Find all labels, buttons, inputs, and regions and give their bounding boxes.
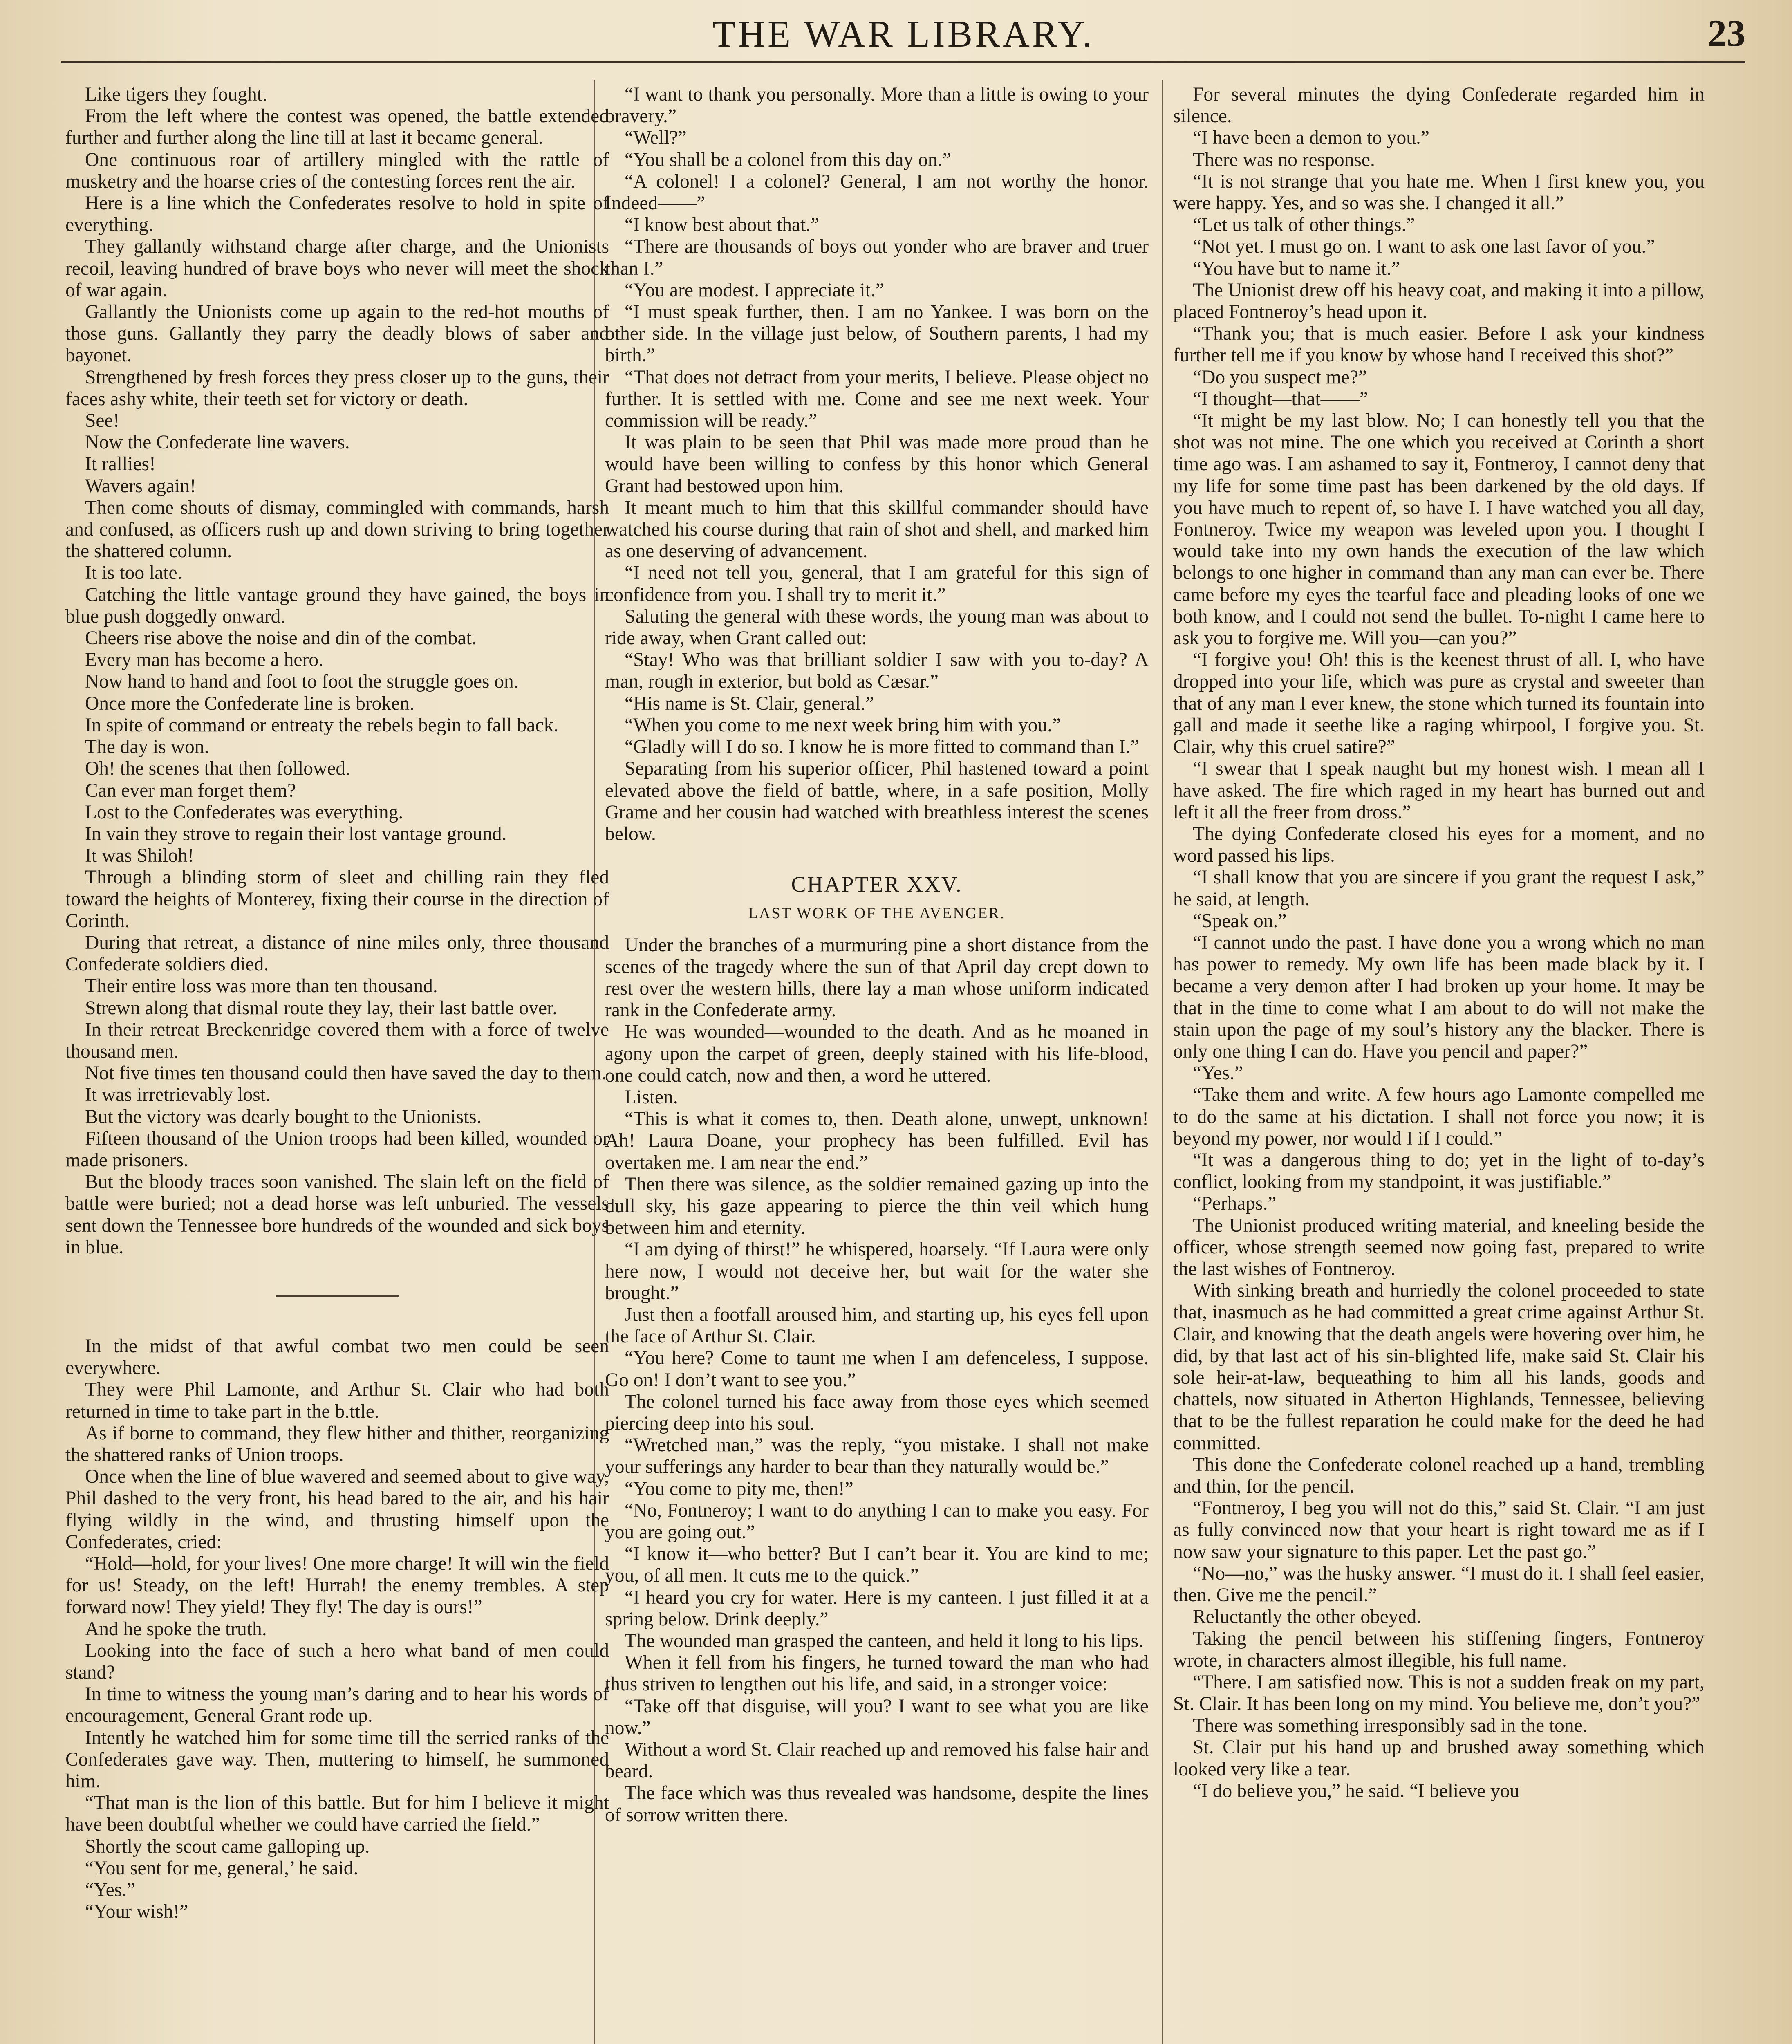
paragraph: Like tigers they fought. — [85, 84, 267, 105]
paragraph: Strewn along that dismal route they lay, their last battle over. — [85, 997, 558, 1019]
paragraph: “There. I am satisfied now. This is not a sudden freak on my part, St. Clair. It has been long on my mind. You believe me, don’t you?” — [1173, 1671, 1705, 1715]
paragraph: Gallantly the Unionists come up again to the red-hot mouths of those guns. Gallantly they parry the deadly blows of saber and bayonet. — [65, 301, 609, 366]
paragraph: “You have but to name it.” — [1193, 258, 1400, 279]
paragraph: It rallies! — [85, 453, 156, 475]
paragraph: Wavers again! — [85, 475, 196, 497]
paragraph: “I want to thank you personally. More than a little is owing to your bravery.” — [605, 84, 1149, 127]
column-3 — [1173, 84, 1705, 1802]
paragraph: Can ever man forget them? — [85, 780, 296, 801]
paragraph: “You sent for me, general,’ he said. — [85, 1857, 358, 1879]
column-1 — [65, 84, 609, 1923]
paragraph: There was something irresponsibly sad in the tone. — [1193, 1715, 1588, 1737]
paragraph: The face which was thus revealed was handsome, despite the lines of sorrow written there. — [605, 1782, 1149, 1826]
paragraph: Taking the pencil between his stiffening fingers, Fontneroy wrote, in characters almost illegible, his full name. — [1173, 1628, 1705, 1671]
paragraph: “You are modest. I appreciate it.” — [625, 279, 884, 301]
paragraph: They gallantly withstand charge after charge, and the Unionists recoil, leaving hundred of brave boys who never will meet the shock of war again. — [65, 236, 609, 301]
paragraph: When it fell from his fingers, he turned toward the man who had thus striven to lengthen out his life, and said, in a stronger voice: — [605, 1652, 1149, 1695]
paragraph: “I shall know that you are sincere if you grant the request I ask,” he said, at length. — [1173, 867, 1705, 910]
paragraph: “Yes.” — [85, 1879, 136, 1901]
paragraph: “I forgive you! Oh! this is the keenest thrust of all. I, who have dropped into your life, which was pure as crystal and sweeter than that of any man I ever knew, the stone which turned its fountain into gall and made it seethe like a raging whirpool, I forgive you. St. Clair, why this cruel satire?” — [1173, 649, 1705, 758]
paragraph: Now hand to hand and foot to foot the struggle goes on. — [85, 671, 519, 693]
paragraph: It was Shiloh! — [85, 845, 194, 867]
paragraph: It is too late. — [85, 562, 182, 584]
paragraph: There was no response. — [1193, 149, 1375, 170]
column-1-body — [65, 84, 609, 1258]
paragraph: “Take off that disguise, will you? I want to see what you are like now.” — [605, 1695, 1149, 1739]
paragraph: “It is not strange that you hate me. When I first knew you, you were happy. Yes, and so was she. I changed it all.” — [1173, 170, 1705, 214]
paragraph: “His name is St. Clair, general.” — [625, 693, 874, 714]
paragraph: Intently he watched him for some time till the serried ranks of the Confederates gave way. Then, muttering to himself, he summoned him. — [65, 1727, 609, 1792]
paragraph: “Not yet. I must go on. I want to ask one last favor of you.” — [1193, 236, 1655, 258]
paragraph: “Stay! Who was that brilliant soldier I saw with you to-day? A man, rough in exterior, but bold as Cæsar.” — [605, 649, 1149, 693]
paragraph: “A colonel! I a colonel? General, I am not worthy the honor. Indeed——” — [605, 170, 1149, 214]
paragraph: Reluctantly the other obeyed. — [1193, 1606, 1422, 1628]
paragraph: “You here? Come to taunt me when I am defenceless, I suppose. Go on! I don’t want to see you.” — [605, 1347, 1149, 1391]
publication-title: THE WAR LIBRARY. — [712, 13, 1094, 55]
paragraph: Cheers rise above the noise and din of the combat. — [85, 628, 477, 649]
paragraph: Fifteen thousand of the Union troops had been killed, wounded or made prisoners. — [65, 1127, 609, 1171]
column-3-body — [1173, 84, 1705, 1802]
paragraph: The Unionist drew off his heavy coat, and making it into a pillow, placed Fontneroy’s head upon it. — [1173, 279, 1705, 323]
paragraph: “I am dying of thirst!” he whispered, hoarsely. “If Laura were only here now, I would not deceive her, but wait for the water she brought.” — [605, 1239, 1149, 1304]
paragraph: “That does not detract from your merits, I believe. Please object no further. It is settled with me. Come and see me next week. Your commission will be ready.” — [605, 366, 1149, 432]
paragraph: Listen. — [625, 1086, 678, 1108]
paragraph: “I do believe you,” he said. “I believe you — [1193, 1780, 1520, 1802]
paragraph: As if borne to command, they flew hither and thither, reorganizing the shattered ranks of Union troops. — [65, 1422, 609, 1466]
paragraph: Looking into the face of such a hero what band of men could stand? — [65, 1640, 609, 1683]
paragraph: With sinking breath and hurriedly the colonel proceeded to state that, inasmuch as he had committed a great crime against Arthur St. Clair, and knowing that the death angels were hovering over him, he did, by that last act of his sin-blighted life, make said St. Clair his sole heir-at-law, bequeathing to him all his lands, goods and chattels, now situated in Atherton Highlands, Tennessee, believing that to be the fullest reparation he could make for the deed he had committed. — [1173, 1280, 1705, 1454]
paragraph: “I know best about that.” — [625, 214, 820, 236]
paragraph: It was plain to be seen that Phil was made more proud than he would have been willing to confess by this honor which General Grant had bestowed upon him. — [605, 432, 1149, 497]
paragraph: Through a blinding storm of sleet and chilling rain they fled toward the heights of Monterey, fixing their course in the direction of Corinth. — [65, 867, 609, 932]
paragraph: “This is what it comes to, then. Death alone, unwept, unknown! Ah! Laura Doane, your prophecy has been fulfilled. Evil has overtaken me. I am near the end.” — [605, 1108, 1149, 1173]
paragraph: “Yes.” — [1193, 1062, 1243, 1084]
paragraph: “Well?” — [625, 127, 687, 149]
paragraph: The day is won. — [85, 736, 209, 758]
paragraph: “That man is the lion of this battle. But for him I believe it might have been doubtful whether we could have carried the field.” — [65, 1792, 609, 1836]
paragraph: This done the Confederate colonel reached up a hand, trembling and thin, for the pencil. — [1173, 1454, 1705, 1497]
chapter-subheading: LAST WORK OF THE AVENGER. — [748, 905, 1006, 922]
paragraph: “No—no,” was the husky answer. “I must do it. I shall feel easier, then. Give me the pencil.” — [1173, 1562, 1705, 1606]
paragraph: St. Clair put his hand up and brushed away something which looked very like a tear. — [1173, 1737, 1705, 1780]
paragraph: “Fontneroy, I beg you will not do this,” said St. Clair. “I am just as fully convinced now that your heart is right toward me as if I now saw your signature to this paper. Let the past go.” — [1173, 1497, 1705, 1562]
paragraph: The Unionist produced writing material, and kneeling beside the officer, whose strength seemed now going fast, prepared to write the last wishes of Fontneroy. — [1173, 1215, 1705, 1280]
paragraph: “You shall be a colonel from this day on.” — [625, 149, 951, 170]
paragraph: Shortly the scout came galloping up. — [85, 1836, 370, 1857]
paragraph: “I must speak further, then. I am no Yankee. I was born on the other side. In the village just below, of Southern parents, I had my birth.” — [605, 301, 1149, 366]
page-number: 23 — [1708, 12, 1745, 54]
paragraph: “I know it—who better? But I can’t bear it. You are kind to me; you, of all men. It cuts me to the quick.” — [605, 1543, 1149, 1587]
paragraph: Once when the line of blue wavered and seemed about to give way, Phil dashed to the very front, his head bared to the air, and his hair flying wildly in the wind, and thrusting himself upon the Confederates, cried: — [65, 1466, 609, 1553]
paragraph: But the victory was dearly bought to the Unionists. — [85, 1106, 482, 1127]
paragraph: “You come to pity me, then!” — [625, 1478, 853, 1499]
paragraph: “Hold—hold, for your lives! One more charge! It will win the field for us! Steady, on the left! Hurrah! the enemy trembles. A step forward now! They yield! They fly! The day is ours!” — [65, 1553, 609, 1618]
paragraph: “Let us talk of other things.” — [1193, 214, 1415, 236]
column-divider — [1162, 80, 1163, 2044]
paragraph: For several minutes the dying Confederate regarded him in silence. — [1173, 84, 1705, 127]
paragraph: Separating from his superior officer, Phil hastened toward a point elevated above the field of battle, where, in a safe position, Molly Grame and her cousin had watched with breathless interest the scenes below. — [605, 758, 1149, 845]
paragraph: They were Phil Lamonte, and Arthur St. Clair who had both returned in time to take part in the b.ttle. — [65, 1379, 609, 1422]
paragraph: “I need not tell you, general, that I am grateful for this sign of confidence from you. I shall try to merit it.” — [605, 562, 1149, 605]
paragraph: Then come shouts of dismay, commingled with commands, harsh and confused, as officers rush up and down striving to bring together the shattered column. — [65, 497, 609, 562]
chapter-heading: CHAPTER XXV. — [791, 872, 963, 897]
paragraph: “No, Fontneroy; I want to do anything I can to make you easy. For you are going out.” — [605, 1499, 1149, 1543]
paragraph: Their entire loss was more than ten thousand. — [85, 975, 438, 997]
paragraph: The dying Confederate closed his eyes for a moment, and no word passed his lips. — [1173, 823, 1705, 867]
paragraph: Every man has become a hero. — [85, 649, 323, 671]
paragraph: Then there was silence, as the soldier remained gazing up into the dull sky, his gaze appearing to pierce the thin veil which hung between him and eternity. — [605, 1173, 1149, 1239]
paragraph: Under the branches of a murmuring pine a short distance from the scenes of the tragedy where the sun of that April day crept down to rest over the western hills, there lay a man whose uniform indicated rank in the Confederate army. — [605, 934, 1149, 1021]
paragraph: Just then a footfall aroused him, and starting up, his eyes fell upon the face of Arthur St. Clair. — [605, 1304, 1149, 1347]
paragraph: “Speak on.” — [1193, 910, 1287, 932]
paragraph: He was wounded—wounded to the death. And as he moaned in agony upon the carpet of green, deeply stained with his life-blood, one could catch, now and then, a word he uttered. — [605, 1021, 1149, 1086]
paragraph: In time to witness the young man’s daring and to hear his words of encouragement, General Grant rode up. — [65, 1683, 609, 1727]
paragraph: “Your wish!” — [85, 1901, 188, 1923]
column-1-continued — [65, 1336, 609, 1923]
paragraph: “Do you suspect me?” — [1193, 366, 1367, 388]
paragraph: “There are thousands of boys out yonder who are braver and truer than I.” — [605, 236, 1149, 279]
paragraph: It was irretrievably lost. — [85, 1084, 271, 1106]
paragraph: And he spoke the truth. — [85, 1618, 267, 1640]
paragraph: “It might be my last blow. No; I can honestly tell you that the shot was not mine. The one which you received at Corinth a short time ago was. I am ashamed to say it, Fontneroy, I cannot deny that my life for some time past has been darkened by the old days. If you have much to repent of, so have I. I have watched you all day, Fontneroy. Twice my weapon was leveled upon you. I thought I would take into my own hands the execution of the law which belongs to one higher in command than any man can ever be. There came before my eyes the tearful face and pleading looks of one we both know, and I could not send the bullet. To-night I came here to ask you to forgive me. Will you—can you?” — [1173, 410, 1705, 649]
paragraph: In their retreat Breckenridge covered them with a force of twelve thousand men. — [65, 1019, 609, 1062]
paragraph: But the bloody traces soon vanished. The slain left on the field of battle were buried; not a dead horse was left unburied. The vessels sent down the Tennessee bore hundreds of the wounded and sick boys in blue. — [65, 1171, 609, 1258]
chapter-body — [605, 935, 1149, 1826]
paragraph: Oh! the scenes that then followed. — [85, 758, 350, 780]
paragraph: Strengthened by fresh forces they press closer up to the guns, their faces ashy white, their teeth set for victory or death. — [65, 366, 609, 410]
paragraph: In the midst of that awful combat two men could be seen everywhere. — [65, 1335, 609, 1379]
paragraph: It meant much to him that this skillful commander should have watched his course during that rain of shot and shell, and marked him as one deserving of advancement. — [605, 497, 1149, 562]
page-header — [61, 8, 1745, 63]
paragraph: “When you come to me next week bring him with you.” — [625, 714, 1061, 736]
paragraph: In vain they strove to regain their lost vantage ground. — [85, 823, 507, 845]
paragraph: “I heard you cry for water. Here is my canteen. I just filled it at a spring below. Drink deeply.” — [605, 1587, 1149, 1630]
paragraph: Catching the little vantage ground they have gained, the boys in blue push doggedly onward. — [65, 584, 609, 627]
paragraph: “I swear that I speak naught but my honest wish. I mean all I have asked. The fire which raged in my heart has burned out and left it all the freer from dross.” — [1173, 758, 1705, 823]
paragraph: “Gladly will I do so. I know he is more fitted to command than I.” — [625, 736, 1139, 758]
section-break-rule — [276, 1295, 399, 1297]
paragraph: “I cannot undo the past. I have done you a wrong which no man has power to remedy. My own life has been made black by it. I became a very demon after I had broken up your home. It may be that in the time to come what I am about to do will not make the stain upon the page of my soul’s history any the blacker. There is only one thing I can do. Have you pencil and paper?” — [1173, 932, 1705, 1062]
paragraph: “Take them and write. A few hours ago Lamonte compelled me to do the same at his dictation. I shall not force you now; it is beyond my power, nor would I if I could.” — [1173, 1084, 1705, 1149]
paragraph: From the left where the contest was opened, the battle extended further and further along the line till at last it became general. — [65, 105, 609, 149]
paragraph: The wounded man grasped the canteen, and held it long to his lips. — [625, 1630, 1144, 1652]
paragraph: Lost to the Confederates was everything. — [85, 801, 403, 823]
paragraph: The colonel turned his face away from those eyes which seemed piercing deep into his soul. — [605, 1391, 1149, 1434]
paragraph: “It was a dangerous thing to do; yet in the light of to-day’s conflict, looking from my standpoint, it was justifiable.” — [1173, 1149, 1705, 1193]
paragraph: “I have been a demon to you.” — [1193, 127, 1429, 149]
paragraph: Not five times ten thousand could then have saved the day to them. — [85, 1062, 607, 1084]
paragraph: One continuous roar of artillery mingled with the rattle of musketry and the hoarse cries of the contesting forces rent the air. — [65, 149, 609, 192]
paragraph: Without a word St. Clair reached up and removed his false hair and beard. — [605, 1739, 1149, 1782]
paragraph: See! — [85, 410, 120, 432]
paragraph: In spite of command or entreaty the rebels begin to fall back. — [85, 714, 559, 736]
column-2-body — [605, 84, 1149, 845]
paragraph: “Perhaps.” — [1193, 1193, 1277, 1215]
paragraph: Here is a line which the Confederates resolve to hold in spite of everything. — [65, 193, 609, 236]
paragraph: Once more the Confederate line is broken. — [85, 693, 414, 714]
paragraph: “I thought—that——” — [1193, 388, 1368, 410]
paragraph: Saluting the general with these words, the young man was about to ride away, when Grant called out: — [605, 605, 1149, 649]
paragraph: “Thank you; that is much easier. Before I ask your kindness further tell me if you know by whose hand I received this shot?” — [1173, 323, 1705, 366]
paragraph: During that retreat, a distance of nine miles only, three thousand Confederate soldiers died. — [65, 932, 609, 975]
paragraph: “Wretched man,” was the reply, “you mistake. I shall not make your sufferings any harder to bear than they naturally would be.” — [605, 1434, 1149, 1478]
column-2 — [605, 84, 1149, 1826]
paragraph: Now the Confederate line wavers. — [85, 432, 350, 453]
